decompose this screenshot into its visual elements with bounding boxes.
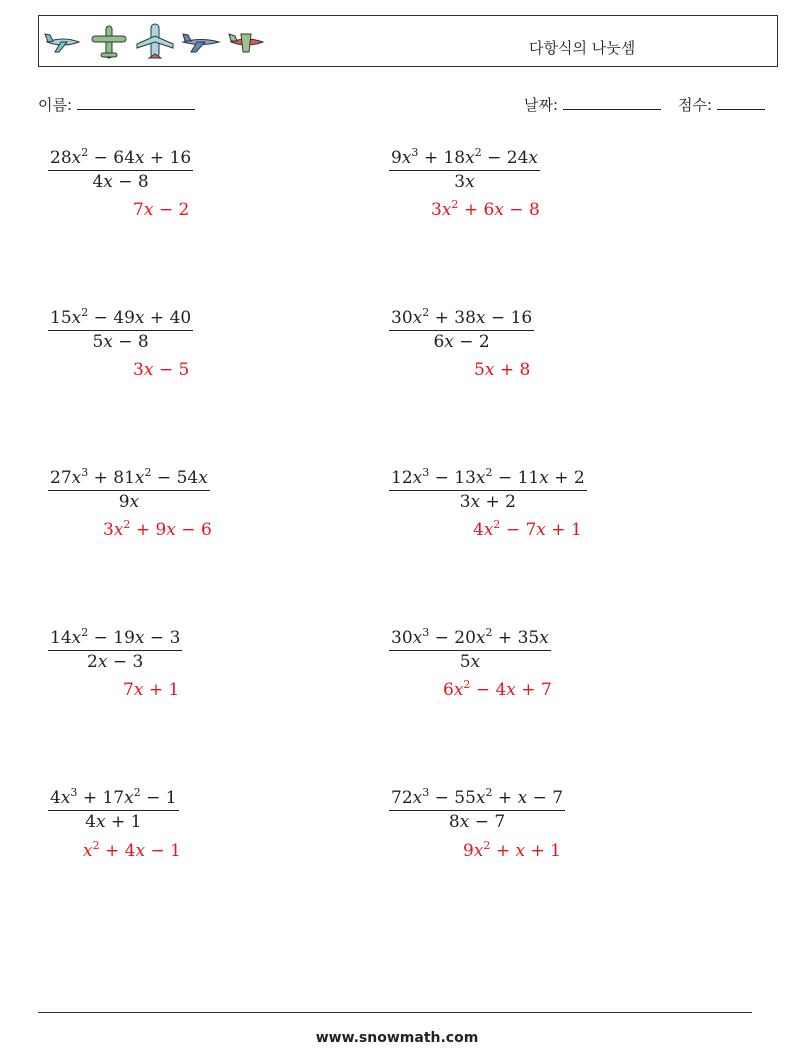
answer-1: 7x − 2 — [133, 200, 190, 220]
date-field[interactable] — [524, 94, 661, 115]
score-blank[interactable] — [717, 95, 765, 110]
numerator: $28x^2 - 64x + 16$ — [50, 146, 192, 168]
numerator: $72x^3 - 55x^2 + x - 7$ — [391, 786, 564, 808]
problem-4 — [389, 308, 534, 352]
name-field[interactable] — [38, 94, 195, 115]
answer-6: $4x^2 - 7x + 1$ — [473, 518, 582, 540]
header-box — [38, 15, 778, 67]
problem-5 — [48, 468, 210, 512]
numerator: $4x^3 + 17x^2 - 1$ — [50, 786, 177, 808]
denominator: 6x − 2 — [389, 330, 534, 352]
answer-4: 5x + 8 — [474, 360, 531, 380]
numerator: $12x^3 - 13x^2 - 11x + 2$ — [391, 466, 585, 488]
problem-10 — [389, 788, 565, 832]
problem-1 — [48, 148, 193, 192]
score-label: 점수: — [678, 96, 713, 114]
problem-2 — [389, 148, 540, 192]
footer-url[interactable]: www.snowmath.com — [315, 1030, 479, 1046]
denominator: 4x − 8 — [48, 170, 193, 192]
plane-icon — [227, 22, 267, 62]
answer-2: $3x^2 + 6x - 8$ — [431, 198, 540, 220]
numerator: $9x^3 + 18x^2 - 24x$ — [391, 146, 538, 168]
answer-3: 3x − 5 — [133, 360, 190, 380]
denominator: 4x + 1 — [48, 810, 179, 832]
date-blank[interactable] — [563, 95, 661, 110]
date-label: 날짜: — [524, 96, 559, 114]
denominator: 5x — [389, 650, 551, 672]
denominator: 3x — [389, 170, 540, 192]
numerator: $27x^3 + 81x^2 - 54x$ — [50, 466, 208, 488]
plane-icon — [135, 22, 175, 62]
numerator: $14x^2 - 19x - 3$ — [50, 626, 181, 648]
footer-divider — [38, 1012, 752, 1013]
numerator: $30x^3 - 20x^2 + 35x$ — [391, 626, 549, 648]
plane-icon — [89, 22, 129, 62]
plane-icons — [43, 22, 267, 62]
problem-9 — [48, 788, 179, 832]
page-title: 다항식의 나눗셈 — [529, 39, 636, 57]
problem-3 — [48, 308, 193, 352]
denominator: 9x — [48, 490, 210, 512]
problem-6 — [389, 468, 587, 512]
score-field[interactable] — [678, 94, 765, 115]
problem-7 — [48, 628, 182, 672]
numerator: $30x^2 + 38x - 16$ — [391, 306, 533, 328]
problem-8 — [389, 628, 551, 672]
denominator: 5x − 8 — [48, 330, 193, 352]
answer-8: $6x^2 - 4x + 7$ — [443, 678, 552, 700]
name-label: 이름: — [38, 96, 73, 114]
numerator: $15x^2 - 49x + 40$ — [50, 306, 192, 328]
plane-icon — [43, 22, 83, 62]
denominator: 3x + 2 — [389, 490, 587, 512]
plane-icon — [181, 22, 221, 62]
denominator: 8x − 7 — [389, 810, 565, 832]
answer-9: $x^2 + 4x - 1$ — [83, 839, 181, 861]
denominator: 2x − 3 — [48, 650, 182, 672]
name-blank[interactable] — [77, 95, 195, 110]
answer-7: 7x + 1 — [123, 680, 180, 700]
answer-10: $9x^2 + x + 1$ — [463, 839, 561, 861]
answer-5: $3x^2 + 9x - 6$ — [103, 518, 212, 540]
